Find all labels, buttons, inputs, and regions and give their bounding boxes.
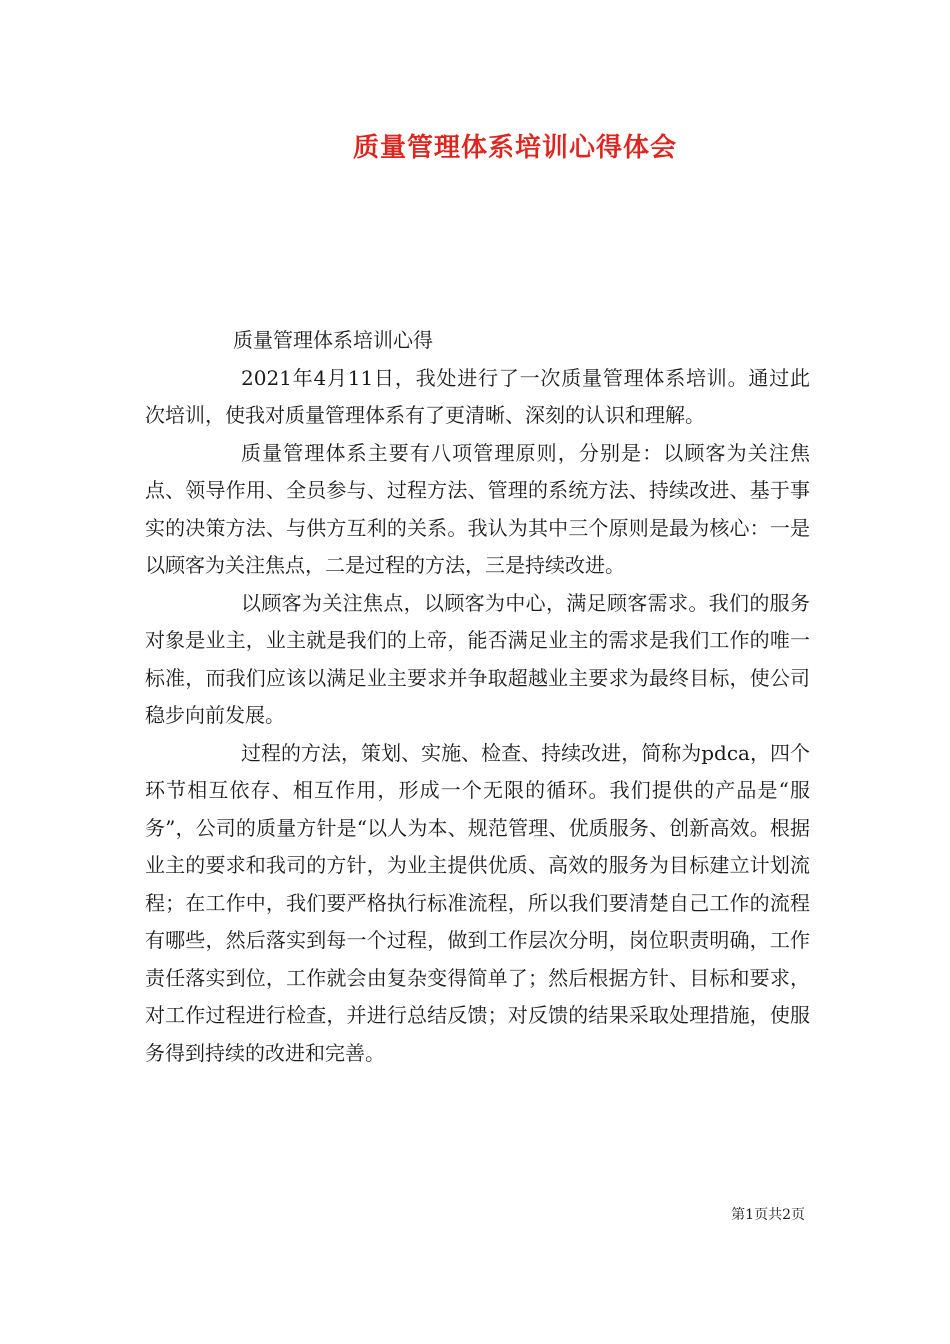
paragraph: 以顾客为关注焦点，以顾客为中心，满足顾客需求。我们的服务对象是业主，业主就是我们的上帝，能否满足业主的需求是我们工作的唯一标准，而我们应该以满足业主要求并争取超越业主要求为最终目标，使公司稳步向前发展。 [145,590,810,727]
document-title: 质量管理体系培训心得体会 [352,133,677,163]
paragraph: 质量管理体系主要有八项管理原则，分别是：以顾客为关注焦点、领导作用、全员参与、过程方法、管理的系统方法、持续改进、基于事实的决策方法、与供方互利的关系。我认为其中三个原则是最为核心：一是以顾客为关注焦点，二是过程的方法，三是持续改进。 [145,440,810,577]
paragraph: 2021年4月11日，我处进行了一次质量管理体系培训。通过此次培训，使我对质量管理体系有了更清晰、深刻的认识和理解。 [145,365,810,427]
page-number: 第1页共2页 [731,1207,805,1223]
document-subtitle: 质量管理体系培训心得 [233,328,433,352]
paragraph: 过程的方法，策划、实施、检查、持续改进，简称为pdca，四个环节相互依存、相互作用，形成一个无限的循环。我们提供的产品是“服务”，公司的质量方针是“以人为本、规范管理、优质服务、创新高效。根据业主的要求和我司的方针，为业主提供优质、高效的服务为目标建立计划流程；在工作中，我们要严格执行标准流程，所以我们要清楚自己工作的流程有哪些，然后落实到每一个过程，做到工作层次分明，岗位职责明确，工作责任落实到位，工作就会由复杂变得简单了；然后根据方针、目标和要求，对工作过程进行检查，并进行总结反馈；对反馈的结果采取处理措施，使服务得到持续的改进和完善。 [145,740,810,1065]
document-body [145,322,810,1072]
